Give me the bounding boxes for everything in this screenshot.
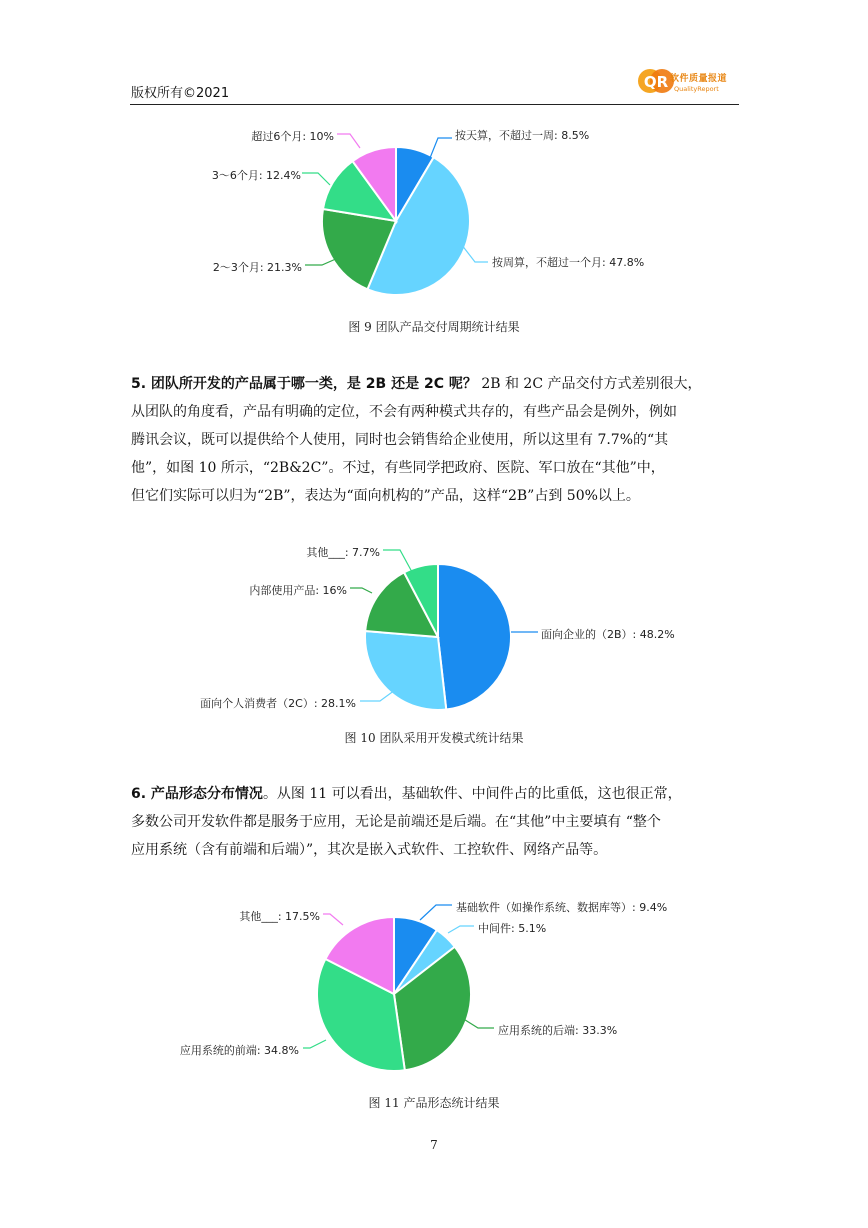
paragraph-line: 从团队的角度看，产品有明确的定位，不会有两种模式共存的，有些产品会是例外，例如: [131, 404, 677, 420]
slice-label: 其他___: 17.5%: [239, 910, 320, 923]
paragraph-line: 他”，如图 10 所示，“2B&2C”。不过，有些同学把政府、医院、军口放在“其他”中，: [131, 460, 665, 476]
slice-label: 按周算，不超过一个月: 47.8%: [492, 256, 645, 269]
paragraph-line: 多数公司开发软件都是服务于应用，无论是前端还是后端。在“其他”中主要填有 “整个: [131, 814, 661, 830]
page-number: 7: [430, 1138, 438, 1152]
slice-label: 应用系统的前端: 34.8%: [179, 1044, 299, 1057]
paragraph-line: 但它们实际可以归为“2B”，表达为“面向机构的”产品，这样“2B”占到 50%以上。: [131, 488, 640, 504]
slice-label: 其他___: 7.7%: [306, 546, 380, 559]
logo-name: 软件质量报道: [670, 74, 728, 84]
leader-line: [323, 914, 343, 925]
slice-label: 中间件: 5.1%: [478, 922, 547, 935]
figure-caption: 图 9 团队产品交付周期统计结果: [348, 320, 520, 334]
figure-caption: 图 11 产品形态统计结果: [368, 1096, 500, 1110]
paragraph-line: 2B 和 2C 产品交付方式差别很大，: [481, 376, 702, 392]
slice-label: 应用系统的后端: 33.3%: [498, 1024, 618, 1037]
slice-label: 超过6个月: 10%: [251, 130, 334, 143]
logo-subtitle: QualityReport: [674, 85, 719, 93]
slice-label: 基础软件（如操作系统、数据库等）: 9.4%: [456, 901, 668, 914]
slice-label: 内部使用产品: 16%: [249, 584, 347, 597]
slice-label: 面向企业的（2B）: 48.2%: [541, 628, 675, 641]
figure-caption: 图 10 团队采用开发模式统计结果: [344, 731, 524, 745]
slice-label: 面向个人消费者（2C）: 28.1%: [200, 697, 356, 710]
slice-label: 3～6个月: 12.4%: [211, 169, 301, 182]
paragraph-line: 应用系统（含有前端和后端）”，其次是嵌入式软件、工控软件、网络产品等。: [131, 842, 608, 858]
section-5-heading: 5. 团队所开发的产品属于哪一类，是 2B 还是 2C 呢？: [131, 376, 477, 392]
leader-line: [420, 905, 452, 920]
slice-label: 2～3个月: 21.3%: [212, 261, 302, 274]
leader-line: [303, 1040, 326, 1048]
section-6-heading: 6. 产品形态分布情况: [131, 786, 263, 802]
slice-label: 按天算，不超过一周: 8.5%: [455, 129, 590, 142]
logo-mark: QR: [643, 73, 669, 91]
paragraph-line: 。从图 11 可以看出，基础软件、中间件占的比重低，这也很正常，: [262, 786, 682, 802]
leader-line: [448, 926, 474, 933]
header-copyright: 版权所有©2021: [131, 86, 230, 101]
paragraph-line: 腾讯会议，既可以提供给个人使用，同时也会销售给企业使用，所以这里有 7.7%的“其: [131, 432, 669, 448]
